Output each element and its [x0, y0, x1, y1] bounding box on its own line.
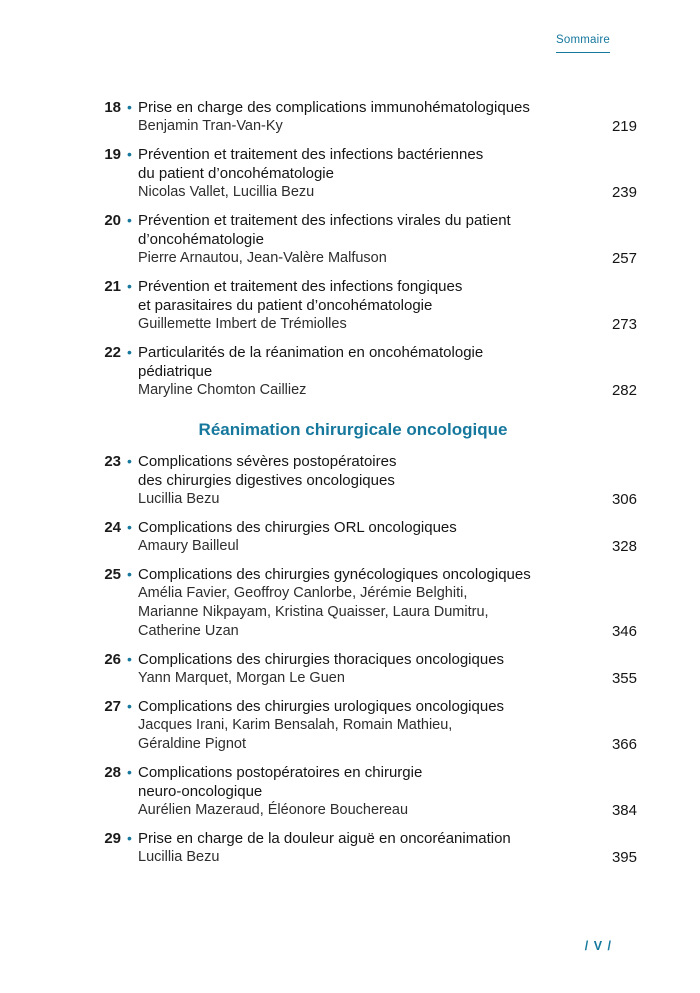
entry-author-line: Jacques Irani, Karim Bensalah, Romain Mathieu, — [138, 717, 453, 733]
toc-entry — [97, 829, 637, 867]
toc-entry — [97, 518, 637, 556]
entry-author-line: Catherine Uzan — [138, 623, 239, 639]
page-number: 306 — [611, 491, 637, 508]
entry-text — [138, 650, 593, 688]
toc-entry — [97, 763, 637, 820]
entry-title-line: Complications postopératoires en chirurgie — [138, 764, 423, 781]
entry-title-line: Complications des chirurgies urologiques oncologiques — [138, 698, 505, 715]
toc-entry — [97, 145, 637, 202]
entry-text — [138, 343, 593, 400]
entry-text — [138, 697, 593, 754]
entry-text — [138, 518, 593, 556]
entry-text — [138, 565, 593, 641]
page-number: 355 — [611, 670, 637, 687]
entry-title-line: et parasitaires du patient d’oncohématologie — [138, 297, 433, 314]
bullet-icon: • — [127, 146, 132, 162]
chapter-number: 19 — [104, 146, 121, 163]
entry-author-line: Lucillia Bezu — [138, 849, 220, 865]
entry-title-line: Prise en charge des complications immunohématologiques — [138, 99, 530, 116]
entry-title-line: neuro-oncologique — [138, 783, 263, 800]
page-number: 346 — [611, 623, 637, 640]
chapter-number: 20 — [104, 212, 121, 229]
bullet-icon: • — [127, 830, 132, 846]
bullet-icon: • — [127, 519, 132, 535]
toc-entry — [97, 98, 637, 136]
bullet-icon: • — [127, 453, 132, 469]
chapter-number: 26 — [104, 651, 121, 668]
chapter-number: 22 — [104, 344, 121, 361]
entry-text — [138, 145, 593, 202]
page-number: 366 — [611, 736, 637, 753]
entry-text — [138, 98, 593, 136]
page-number: 384 — [611, 802, 637, 819]
entry-title-line: des chirurgies digestives oncologiques — [138, 472, 395, 489]
entry-author-line: Amélia Favier, Geoffroy Canlorbe, Jérémie Belghiti, — [138, 585, 468, 601]
entry-author-line: Marianne Nikpayam, Kristina Quaisser, Laura Dumitru, — [138, 604, 489, 620]
chapter-number: 28 — [104, 764, 121, 781]
page-number: 282 — [611, 382, 637, 399]
entry-author-line: Aurélien Mazeraud, Éléonore Bouchereau — [138, 802, 409, 818]
entry-title-line: Prévention et traitement des infections bactériennes — [138, 146, 484, 163]
entry-author-line: Yann Marquet, Morgan Le Guen — [138, 670, 345, 686]
bullet-icon: • — [127, 278, 132, 294]
chapter-number: 25 — [104, 566, 121, 583]
entry-text — [138, 829, 593, 867]
entry-text — [138, 452, 593, 509]
toc-entry — [97, 343, 637, 400]
page-number: 273 — [611, 316, 637, 333]
page-number: 257 — [611, 250, 637, 267]
bullet-icon: • — [127, 99, 132, 115]
bullet-icon: • — [127, 651, 132, 667]
chapter-number: 29 — [104, 830, 121, 847]
page-header — [556, 30, 610, 53]
toc-entry — [97, 650, 637, 688]
chapter-number: 24 — [104, 519, 121, 536]
entry-title-line: Complications sévères postopératoires — [138, 453, 397, 470]
toc-entry — [97, 211, 637, 268]
entry-title-line: Complications des chirurgies thoraciques oncologiques — [138, 651, 505, 668]
entry-title-line: Complications des chirurgies gynécologiques oncologiques — [138, 566, 531, 583]
chapter-number: 18 — [104, 99, 121, 116]
folio-number: / V / — [584, 939, 612, 953]
toc-entry — [97, 697, 637, 754]
header-title: Sommaire — [556, 34, 610, 53]
entry-text — [138, 277, 593, 334]
entry-author-line: Maryline Chomton Cailliez — [138, 382, 307, 398]
entry-title-line: Prévention et traitement des infections fongiques — [138, 278, 463, 295]
entry-title-line: du patient d’oncohématologie — [138, 165, 334, 182]
bullet-icon: • — [127, 344, 132, 360]
entry-title-line: Prévention et traitement des infections virales du patient — [138, 212, 511, 229]
bullet-icon: • — [127, 566, 132, 582]
page-number: 395 — [611, 849, 637, 866]
entry-author-line: Amaury Bailleul — [138, 538, 239, 554]
chapter-number: 23 — [104, 453, 121, 470]
entry-title-line: Complications des chirurgies ORL oncologiques — [138, 519, 457, 536]
chapter-number: 21 — [104, 278, 121, 295]
entry-title-line: Prise en charge de la douleur aiguë en oncoréanimation — [138, 830, 511, 847]
page-number: 328 — [611, 538, 637, 555]
toc-entry — [97, 565, 637, 641]
bullet-icon: • — [127, 698, 132, 714]
entry-author-line: Nicolas Vallet, Lucillia Bezu — [138, 184, 315, 200]
entry-title-line: pédiatrique — [138, 363, 213, 380]
entry-author-line: Guillemette Imbert de Trémiolles — [138, 316, 347, 332]
bullet-icon: • — [127, 764, 132, 780]
entry-text — [138, 211, 593, 268]
page-number: 219 — [611, 118, 637, 135]
chapter-number: 27 — [104, 698, 121, 715]
entry-title-line: d’oncohématologie — [138, 231, 264, 248]
page-footer — [585, 937, 612, 955]
entry-title-line: Particularités de la réanimation en oncohématologie — [138, 344, 484, 361]
bullet-icon: • — [127, 212, 132, 228]
section-heading: Réanimation chirurgicale oncologique — [198, 420, 508, 439]
toc-list — [97, 98, 637, 876]
entry-author-line: Benjamin Tran-Van-Ky — [138, 118, 283, 134]
entry-author-line: Géraldine Pignot — [138, 736, 247, 752]
entry-text — [138, 763, 593, 820]
toc-entry — [97, 277, 637, 334]
page-number: 239 — [611, 184, 637, 201]
entry-author-line: Lucillia Bezu — [138, 491, 220, 507]
entry-author-line: Pierre Arnautou, Jean-Valère Malfuson — [138, 250, 387, 266]
toc-entry — [97, 452, 637, 509]
